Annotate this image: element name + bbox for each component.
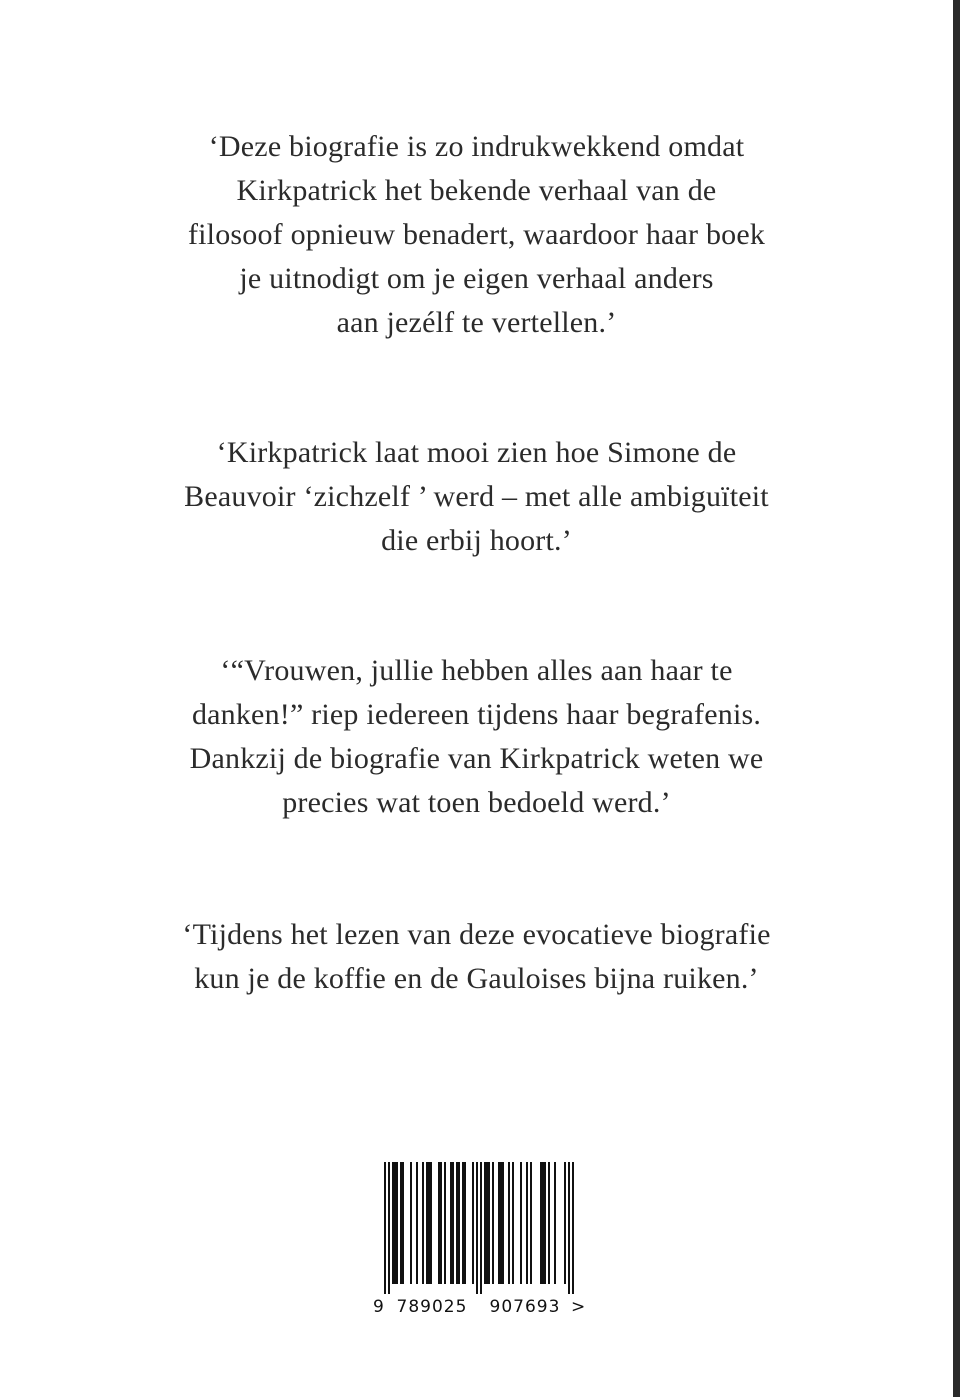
quote-line: Kirkpatrick het bekende verhaal van de <box>236 174 717 207</box>
barcode-bar <box>480 1162 482 1294</box>
barcode-bar <box>450 1162 452 1284</box>
barcode-bar <box>544 1162 546 1284</box>
review-quote-3 <box>0 649 953 825</box>
barcode-bar <box>500 1162 502 1284</box>
barcode-bar <box>492 1162 494 1284</box>
barcode-graphic <box>366 1162 588 1322</box>
barcode-bar <box>502 1162 504 1284</box>
barcode-bar <box>396 1162 398 1284</box>
quote-line: aan jezélf te vertellen.’ <box>336 306 617 339</box>
barcode-bar <box>530 1162 532 1284</box>
barcode-bar <box>486 1162 488 1284</box>
barcode-bar <box>498 1162 500 1284</box>
barcode-bar <box>426 1162 428 1284</box>
barcode-bar <box>430 1162 432 1284</box>
isbn-barcode <box>366 1162 588 1322</box>
barcode-bar <box>400 1162 402 1284</box>
barcode-bar <box>554 1162 556 1284</box>
quote-line: Dankzij de biografie van Kirkpatrick weten we <box>189 742 764 775</box>
barcode-bar <box>472 1162 474 1284</box>
barcode-bar <box>456 1162 458 1284</box>
barcode-bar <box>402 1162 404 1284</box>
quote-line: je uitnodigt om je eigen verhaal anders <box>239 262 714 295</box>
barcode-left-digits: 789025 <box>396 1297 468 1317</box>
barcode-bar <box>428 1162 430 1284</box>
barcode-bar <box>458 1162 460 1284</box>
quote-line: ‘Kirkpatrick laat mooi zien hoe Simone de <box>216 436 737 469</box>
barcode-bars <box>384 1162 574 1294</box>
barcode-bar <box>568 1162 570 1294</box>
barcode-bar <box>488 1162 490 1284</box>
review-quote-4 <box>0 913 953 1001</box>
spine-edge <box>953 0 960 1397</box>
barcode-lead-digit: 9 <box>373 1297 384 1317</box>
quote-line: filosoof opnieuw benadert, waardoor haar boek <box>187 218 766 251</box>
barcode-bar <box>410 1162 412 1284</box>
barcode-bar <box>388 1162 390 1294</box>
barcode-bar <box>416 1162 418 1284</box>
barcode-bar <box>394 1162 396 1284</box>
review-quote-1 <box>0 125 953 345</box>
barcode-bar <box>520 1162 522 1284</box>
barcode-bar <box>540 1162 542 1284</box>
quote-line: ‘“Vrouwen, jullie hebben alles aan haar te <box>220 654 733 687</box>
quote-line: precies wat toen bedoeld werd.’ <box>282 786 671 819</box>
barcode-bar <box>464 1162 466 1284</box>
barcode-bar <box>392 1162 394 1284</box>
quote-line: Beauvoir ‘zichzelf ’ werd – met alle ambiguïteit <box>184 480 769 513</box>
barcode-bar <box>462 1162 464 1284</box>
barcode-bar <box>548 1162 550 1284</box>
quote-line: ‘Tijdens het lezen van deze evocatieve biografie <box>182 918 771 951</box>
barcode-right-digits: 907693 <box>489 1297 561 1317</box>
quote-line: kun je de koffie en de Gauloises bijna ruiken.’ <box>194 962 759 995</box>
barcode-bar <box>422 1162 424 1284</box>
quote-line: danken!” riep iedereen tijdens haar begrafenis. <box>191 698 762 731</box>
barcode-bar <box>564 1162 566 1284</box>
review-quote-2 <box>0 431 953 563</box>
barcode-bar <box>572 1162 574 1294</box>
barcode-bar <box>444 1162 446 1284</box>
barcode-bar <box>438 1162 440 1284</box>
quote-line: ‘Deze biografie is zo indrukwekkend omdat <box>208 130 745 163</box>
barcode-bar <box>440 1162 442 1284</box>
barcode-bar <box>512 1162 514 1284</box>
barcode-bar <box>508 1162 510 1284</box>
barcode-bar <box>526 1162 528 1284</box>
quote-line: die erbij hoort.’ <box>381 524 572 557</box>
barcode-bar <box>384 1162 386 1294</box>
barcode-bar <box>542 1162 544 1284</box>
barcode-quiet-zone-mark: > <box>571 1297 586 1317</box>
barcode-bar <box>452 1162 454 1284</box>
barcode-bar <box>476 1162 478 1294</box>
barcode-bar <box>484 1162 486 1284</box>
